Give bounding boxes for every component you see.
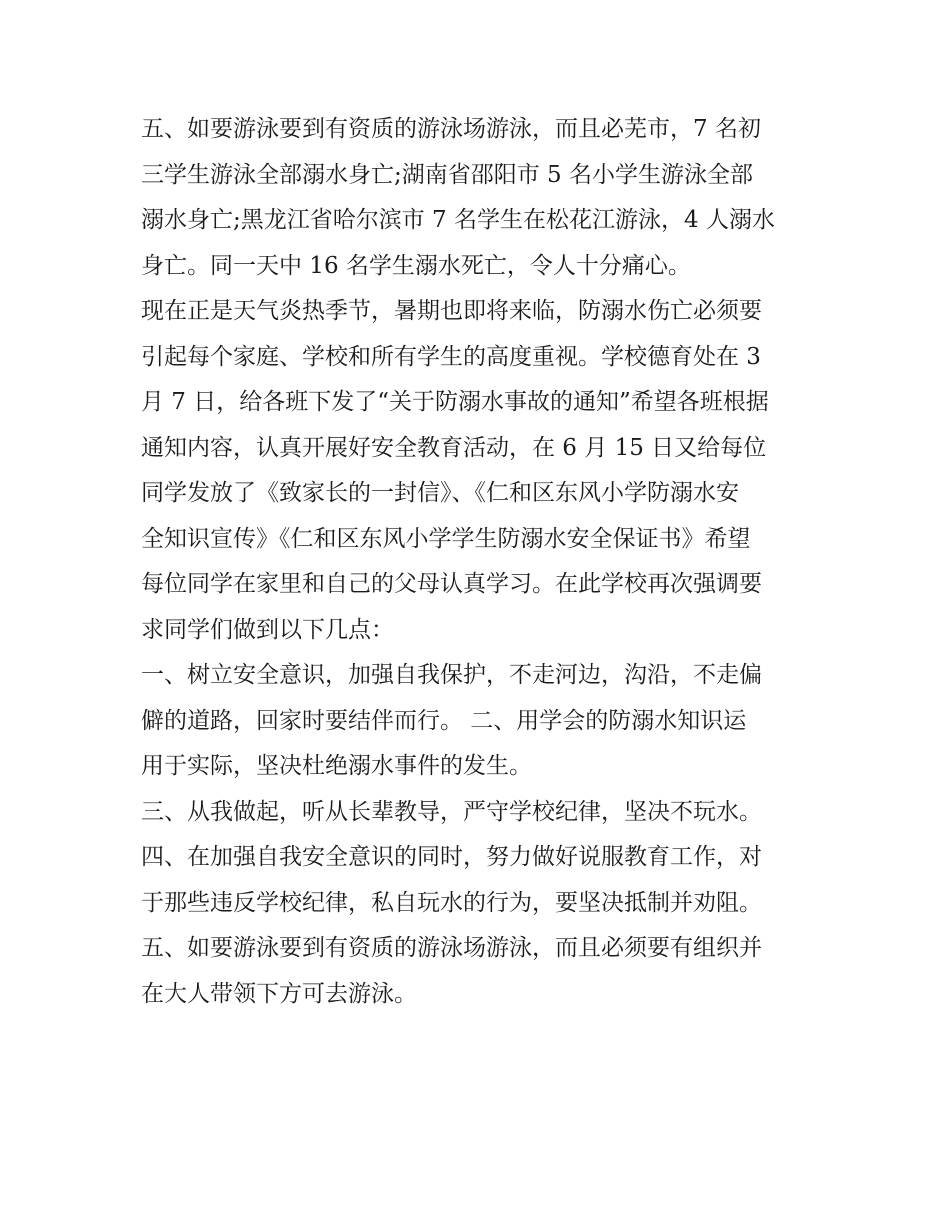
text-line: 三学生游泳全部溺水身亡;湖南省邵阳市 5 名小学生游泳全部 [141,161,754,188]
text-line: 引起每个家庭、学校和所有学生的高度重视。学校德育处在 3 [141,343,761,370]
text-line: 用于实际，坚决杜绝溺水事件的发生。 [141,753,532,779]
text-line: 同学发放了《致家长的一封信》、《仁和区东风小学防溺水安 [141,480,739,506]
text-line: 于那些违反学校纪律，私自玩水的行为，要坚决抵制并劝阻。 [141,889,762,916]
text-line: 现在正是天气炎热季节，暑期也即将来临，防溺水伤亡必须要 [141,298,762,324]
text-line: 四、在加强自我安全意识的同时，努力做好说服教育工作，对 [141,844,762,870]
text-line: 僻的道路，回家时要结伴而行。 二、用学会的防溺水知识运 [141,707,747,734]
text-line: 五、如要游泳要到有资质的游泳场游泳，而且必须要有组织并 [141,935,762,961]
text-line: 身亡。同一天中 16 名学生溺水死亡，令人十分痛心。 [141,252,691,279]
text-line: 在大人带领下方可去游泳。 [141,980,417,1007]
text-line: 通知内容，认真开展好安全教育活动，在 6 月 15 日又给每位 [141,434,767,461]
document-body [141,107,821,1017]
text-line: 求同学们做到以下几点： [141,616,394,643]
text-line: 三、从我做起，听从长辈教导，严守学校纪律，坚决不玩水。 [141,798,762,825]
text-line: 月 7 日，给各班下发了“关于防溺水事故的通知”希望各班根据 [141,389,769,415]
text-line: 五、如要游泳要到有资质的游泳场游泳，而且必芜市，7 名初 [141,116,761,142]
text-line: 溺水身亡;黑龙江省哈尔滨市 7 名学生在松花江游泳，4 人溺水 [141,207,775,233]
text-line: 一、树立安全意识，加强自我保护，不走河边，沟沿，不走偏 [141,662,762,688]
text-line: 全知识宣传》《仁和区东风小学学生防溺水安全保证书》希望 [141,525,751,552]
text-line: 每位同学在家里和自己的父母认真学习。在此学校再次强调要 [141,571,762,597]
